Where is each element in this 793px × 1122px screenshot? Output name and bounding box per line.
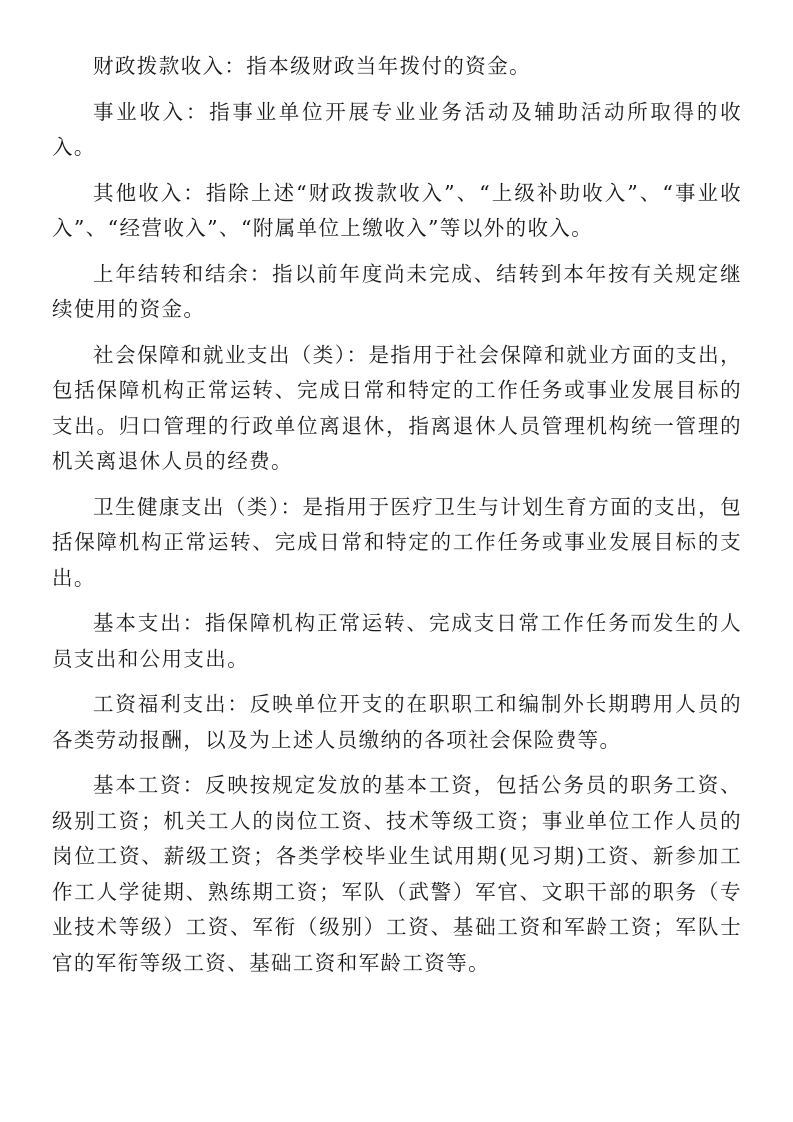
- paragraph-basic-wage: 基本工资：反映按规定发放的基本工资，包括公务员的职务工资、级别工资；机关工人的岗位工资、技术等级工资；事业单位工作人员的岗位工资、薪级工资；各类学校毕业生试用期(见习期)工资、新参加工作工人学徒期、熟练期工资；军队（武警）军官、文职干部的职务（专业技术等级）工资、军衔（级别）工资、基础工资和军龄工资；军队士官的军衔等级工资、基础工资和军龄工资等。: [52, 773, 742, 975]
- paragraph-business-income: 事业收入：指事业单位开展专业业务活动及辅助活动所取得的收入。: [52, 99, 742, 159]
- paragraph-wage-welfare-expenditure: 工资福利支出：反映单位开支的在职职工和编制外长期聘用人员的各类劳动报酬，以及为上述人员缴纳的各项社会保险费等。: [52, 692, 742, 752]
- paragraph-other-income: 其他收入：指除上述“财政拨款收入”、“上级补助收入”、“事业收入”、“经营收入”、“附属单位上缴收入”等以外的收入。: [52, 180, 742, 240]
- document-page: [52, 49, 742, 991]
- paragraph-social-security-expenditure: 社会保障和就业支出（类）：是指用于社会保障和就业方面的支出，包括保障机构正常运转、完成日常和特定的工作任务或事业发展目标的支出。归口管理的行政单位离退休，指离退休人员管理机构统一管理的机关离退休人员的经费。: [52, 342, 742, 473]
- paragraph-fiscal-appropriation-income: 财政拨款收入：指本级财政当年拨付的资金。: [93, 54, 531, 78]
- paragraph-carryover-balance: 上年结转和结余：指以前年度尚未完成、结转到本年按有关规定继续使用的资金。: [52, 261, 742, 321]
- paragraph-basic-expenditure: 基本支出：指保障机构正常运转、完成支日常工作任务而发生的人员支出和公用支出。: [52, 611, 742, 671]
- paragraph-health-expenditure: 卫生健康支出（类）：是指用于医疗卫生与计划生育方面的支出，包括保障机构正常运转、完成日常和特定的工作任务或事业发展目标的支出。: [52, 494, 742, 590]
